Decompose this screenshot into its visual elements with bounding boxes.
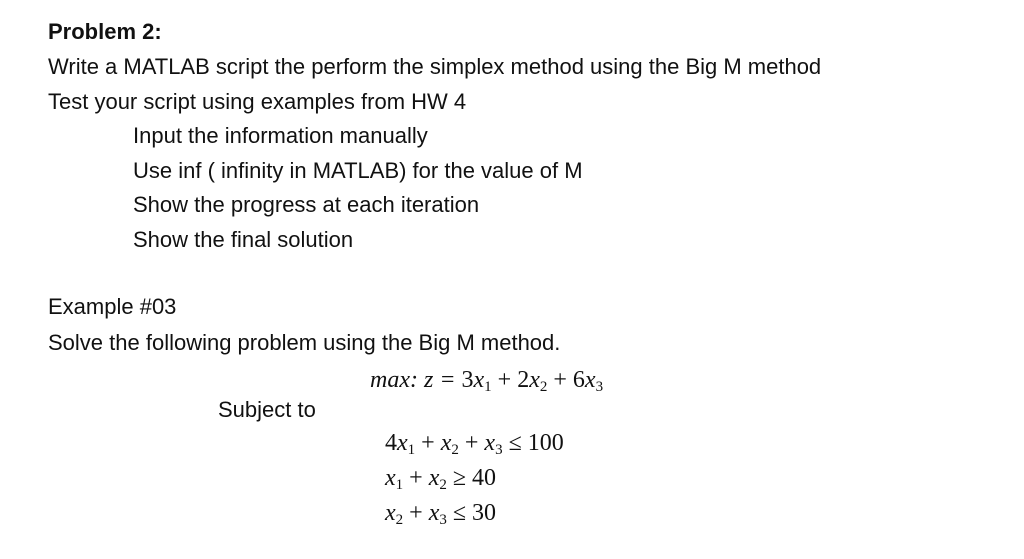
constraint-2-op: ≥ [452,465,467,491]
bullet-1: Input the information manually [133,123,428,148]
constraint-3-rhs: 30 [472,500,497,526]
constraint-2-rhs: 40 [472,465,497,491]
constraint-1-coef: 4 [385,430,397,456]
example-title: Example #03 [48,294,177,319]
problem-title: Problem 2: [48,19,162,44]
constraint-1-op: ≤ [508,430,522,456]
subject-to-label: Subject to [218,397,316,422]
objective-label: max: z = [370,367,456,393]
bullet-4: Show the final solution [133,227,354,252]
constraint-3-op: ≤ [452,500,467,526]
objective-function: max: $z = 3x_1 + 2x_2 + 6x_3$ [370,367,604,395]
coef-3: 6 [572,367,585,393]
problem-line-1: Write a MATLAB script the perform the simplex method using the Big M method [48,54,822,79]
coef-1: 3 [461,367,474,393]
constraint-3: $x_2 + x_3 \le 30$ [385,500,497,528]
constraint-2: $x_1 + x_2 \ge 40$ [385,465,497,493]
coef-2: 2 [517,367,530,393]
bullet-2: Use inf ( infinity in MATLAB) for the value of M [133,158,583,183]
constraint-1-rhs: 100 [527,430,564,456]
example-instruction: Solve the following problem using the Big M method. [48,330,561,355]
problem-line-2: Test your script using examples from HW 4 [48,89,467,114]
bullet-3: Show the progress at each iteration [133,192,480,217]
constraint-1: $4x_1 + x_2 + x_3 \le 100$ [385,430,564,458]
